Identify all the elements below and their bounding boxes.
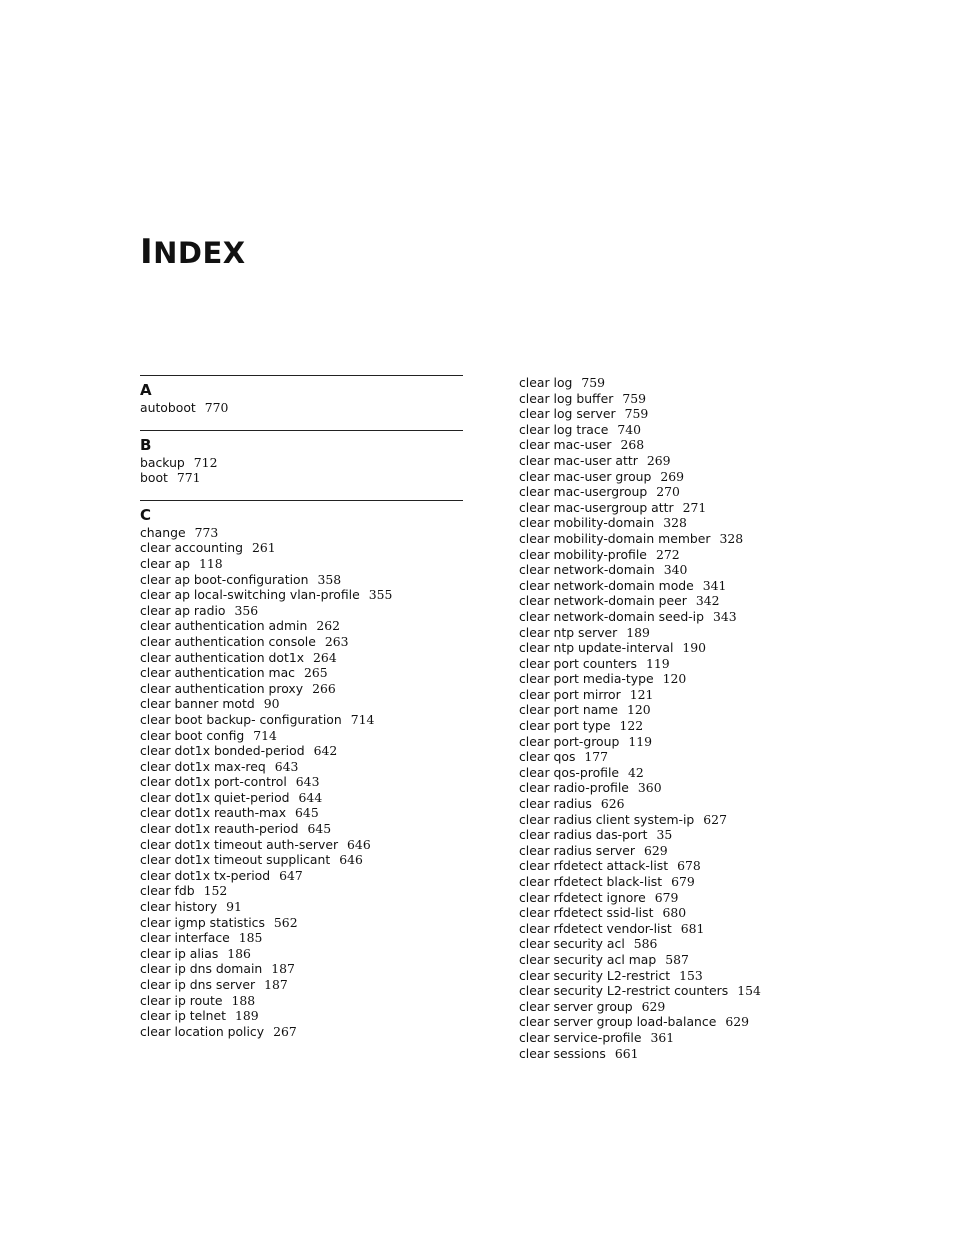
index-page-number: 646: [347, 836, 371, 852]
index-term: clear authentication admin: [140, 618, 308, 634]
index-page-number: 266: [312, 680, 336, 696]
index-page-number: 264: [313, 649, 337, 665]
index-entry: [140, 540, 463, 556]
index-term: clear radius: [519, 796, 592, 812]
index-term: clear ip dns server: [140, 977, 256, 992]
index-term: clear dot1x reauth-max: [140, 805, 287, 821]
index-entry: [140, 837, 463, 853]
title-rest: NDEX: [153, 236, 246, 270]
index-page-number: 271: [682, 499, 707, 515]
index-entry: [519, 453, 849, 469]
index-entry: [140, 961, 463, 977]
index-entry: [140, 634, 463, 650]
index-entry: [140, 759, 463, 775]
index-term: clear dot1x tx-period: [140, 867, 271, 883]
index-page-number: 267: [273, 1023, 297, 1039]
index-page-number: 120: [626, 702, 651, 718]
index-page-number: 712: [193, 454, 218, 470]
index-entry: [140, 728, 463, 744]
index-page-number: 770: [204, 400, 229, 415]
index-term: clear ip dns domain: [140, 961, 263, 977]
index-entry: [140, 946, 463, 962]
index-entry: [519, 515, 849, 531]
index-term: clear radius das-port: [519, 827, 648, 843]
index-entry: [140, 1024, 463, 1040]
index-entry: [519, 999, 849, 1015]
index-page-number: 268: [620, 437, 645, 453]
index-page-number: 121: [629, 686, 654, 702]
index-entry: [140, 1008, 463, 1024]
index-page-number: 562: [273, 914, 298, 930]
index-page-number: 119: [645, 655, 670, 671]
index-term: clear port mirror: [519, 686, 621, 702]
index-page-number: 120: [662, 671, 687, 687]
index-entry: [140, 915, 463, 931]
index-entry: [140, 572, 463, 588]
index-page-number: 643: [274, 758, 299, 774]
index-term: clear ntp server: [519, 624, 618, 640]
index-entry: [519, 625, 849, 641]
index-entry: [519, 609, 849, 625]
index-section: [140, 430, 463, 486]
index-page-number: 714: [350, 711, 375, 727]
section-letter: B: [140, 435, 152, 454]
index-entry: [519, 500, 849, 516]
index-page-number: 90: [263, 696, 280, 712]
index-term: clear security L2-restrict: [519, 967, 671, 983]
index-entry: [140, 852, 463, 868]
index-entry: [140, 556, 463, 572]
index-entry: [140, 603, 463, 619]
index-page-number: 341: [702, 577, 727, 593]
index-page-number: 152: [203, 883, 228, 899]
index-term: clear ap: [140, 555, 190, 571]
index-term: clear radio-profile: [519, 780, 629, 796]
index-term: clear dot1x bonded-period: [140, 743, 305, 759]
index-term: clear log trace: [519, 421, 609, 437]
index-term: backup: [140, 454, 185, 470]
index-term: clear mac-usergroup attr: [519, 499, 674, 515]
index-entry: [519, 469, 849, 485]
index-entry: [519, 671, 849, 687]
index-page-number: 358: [317, 571, 342, 587]
index-entry: [519, 593, 849, 609]
index-page-number: 642: [313, 743, 338, 759]
index-entry: [140, 712, 463, 728]
index-page-number: 661: [614, 1045, 639, 1061]
index-entry: [519, 718, 849, 734]
index-term: clear dot1x port-control: [140, 774, 287, 790]
index-page-number: 645: [307, 821, 332, 837]
index-entry: [140, 665, 463, 681]
index-term: clear mac-user: [519, 437, 612, 453]
index-term: clear authentication console: [140, 633, 316, 649]
index-term: boot: [140, 470, 168, 486]
index-page-number: 270: [656, 484, 680, 500]
index-term: clear boot backup- configuration: [140, 711, 342, 727]
index-left-column: [140, 375, 463, 1053]
index-term: clear ap local-switching vlan-profile: [140, 587, 360, 603]
index-page-number: 360: [637, 780, 662, 796]
index-term: clear authentication dot1x: [140, 649, 305, 665]
index-term: clear mac-user group: [519, 468, 652, 484]
index-page-number: 118: [198, 555, 223, 571]
index-page-number: 265: [304, 665, 328, 681]
index-entry: [519, 656, 849, 672]
index-page-number: 189: [235, 1008, 259, 1024]
index-page-number: 678: [677, 858, 701, 874]
index-page-number: 272: [655, 546, 680, 562]
section-letter: A: [140, 381, 152, 399]
index-term: clear log buffer: [519, 390, 614, 406]
index-term: clear mac-user attr: [519, 452, 638, 468]
index-entry: [140, 977, 463, 993]
index-term: clear qos: [519, 749, 576, 765]
index-term: clear ap boot-configuration: [140, 571, 309, 587]
index-page-number: 356: [234, 602, 259, 618]
index-entry: [140, 774, 463, 790]
index-entry: [140, 681, 463, 697]
index-page-number: 342: [695, 593, 720, 609]
index-entry: [519, 890, 849, 906]
index-entry: [519, 952, 849, 968]
index-entry: [519, 858, 849, 874]
index-term: clear security acl map: [519, 951, 657, 967]
page-title: [140, 232, 246, 273]
index-entry: [519, 375, 849, 391]
index-term: clear rfdetect ssid-list: [519, 905, 654, 921]
index-page-number: 647: [279, 867, 303, 883]
index-entry: [519, 796, 849, 812]
index-term: clear ap radio: [140, 602, 226, 618]
index-term: clear port type: [519, 718, 611, 734]
index-page-number: 185: [238, 930, 263, 946]
index-term: clear location policy: [140, 1023, 265, 1039]
index-page-number: 587: [665, 951, 689, 967]
index-term: clear network-domain mode: [519, 577, 694, 593]
index-page-number: 679: [671, 874, 695, 889]
index-entry: [519, 1030, 849, 1046]
index-term: autoboot: [140, 400, 196, 415]
index-entry: [140, 455, 463, 471]
index-term: clear ip route: [140, 992, 223, 1008]
index-term: clear authentication proxy: [140, 680, 304, 696]
index-term: clear interface: [140, 930, 230, 946]
index-page-number: 740: [617, 421, 641, 437]
index-entry: [519, 734, 849, 750]
index-entry: [519, 968, 849, 984]
index-term: clear security L2-restrict counters: [519, 983, 729, 999]
index-term: clear ip telnet: [140, 1008, 227, 1024]
index-page-number: 261: [252, 540, 276, 556]
index-page-number: 680: [662, 905, 687, 921]
index-right-column: [519, 375, 849, 1061]
index-entry: [140, 743, 463, 759]
index-page-number: 177: [584, 749, 609, 765]
index-entry: [519, 749, 849, 765]
index-section: [140, 500, 463, 1040]
index-page-number: 629: [725, 1014, 749, 1030]
index-page-number: 771: [176, 470, 201, 486]
index-entry: [519, 983, 849, 999]
index-term: clear mobility-profile: [519, 546, 647, 562]
index-entry: [519, 765, 849, 781]
index-entry: [519, 827, 849, 843]
index-page-number: 643: [295, 774, 320, 790]
index-page-number: 42: [628, 764, 644, 780]
index-term: clear port counters: [519, 655, 637, 671]
index-entry: [519, 936, 849, 952]
index-entry: [140, 696, 463, 712]
index-term: clear port name: [519, 702, 618, 718]
index-entry: [519, 391, 849, 407]
title-initial: I: [140, 232, 154, 272]
index-entry: [140, 899, 463, 915]
index-entry: [519, 640, 849, 656]
index-term: clear authentication mac: [140, 665, 295, 681]
index-entry: [519, 905, 849, 921]
index-entry: [519, 422, 849, 438]
index-term: clear boot config: [140, 727, 245, 743]
index-page-number: 262: [316, 618, 340, 634]
index-term: clear dot1x max-req: [140, 758, 266, 774]
section-letter: C: [140, 505, 152, 524]
index-page-number: 122: [619, 718, 644, 734]
index-page-number: 186: [227, 945, 251, 961]
index-entry: [140, 883, 463, 899]
index-entry: [519, 921, 849, 937]
index-term: clear qos-profile: [519, 764, 620, 780]
index-page-number: 629: [643, 842, 668, 858]
index-page-number: 187: [271, 961, 295, 977]
index-entry: [519, 578, 849, 594]
index-entry: [140, 821, 463, 837]
index-page-number: 679: [654, 889, 679, 905]
index-page-number: 645: [295, 805, 319, 821]
index-term: clear mac-usergroup: [519, 484, 648, 500]
index-page-number: 626: [600, 796, 625, 812]
index-term: clear ip alias: [140, 945, 219, 961]
index-term: clear service-profile: [519, 1029, 642, 1045]
index-entry: [519, 687, 849, 703]
index-page-number: 586: [633, 936, 658, 952]
index-term: clear radius client system-ip: [519, 811, 695, 827]
index-term: clear network-domain: [519, 562, 655, 578]
index-page-number: 269: [646, 452, 671, 468]
index-term: clear dot1x timeout auth-server: [140, 836, 339, 852]
index-entry: [140, 400, 463, 416]
index-page-number: 35: [656, 827, 673, 843]
index-entry: [519, 1014, 849, 1030]
index-page-number: 759: [622, 390, 646, 406]
index-entry: [519, 874, 849, 890]
index-term: clear rfdetect vendor-list: [519, 920, 672, 936]
index-page-number: 629: [641, 998, 666, 1014]
index-term: clear accounting: [140, 540, 244, 556]
index-page-number: 773: [194, 524, 219, 540]
index-entry: [140, 993, 463, 1009]
index-page-number: 188: [231, 992, 256, 1008]
index-entry: [140, 525, 463, 541]
index-page-number: 328: [663, 515, 687, 531]
index-page-number: 340: [663, 562, 688, 578]
index-page-number: 644: [298, 789, 323, 805]
index-entry: [140, 805, 463, 821]
index-entry: [519, 547, 849, 563]
index-term: clear history: [140, 899, 218, 915]
index-entry: [519, 531, 849, 547]
index-entry: [140, 618, 463, 634]
index-term: clear banner motd: [140, 696, 255, 712]
index-page-number: 269: [660, 468, 685, 484]
index-entry: [519, 484, 849, 500]
index-entry: [519, 780, 849, 796]
index-term: clear dot1x quiet-period: [140, 789, 290, 805]
index-term: change: [140, 524, 186, 540]
index-page-number: 714: [253, 727, 277, 743]
index-section: [140, 375, 463, 416]
index-term: clear network-domain peer: [519, 593, 687, 609]
index-page-number: 759: [624, 406, 649, 422]
index-page-number: 190: [682, 640, 707, 656]
index-page-number: 627: [703, 811, 727, 827]
index-term: clear dot1x reauth-period: [140, 821, 299, 837]
index-term: clear log server: [519, 406, 616, 422]
index-entry: [140, 790, 463, 806]
index-entry: [140, 587, 463, 603]
index-term: clear rfdetect ignore: [519, 889, 646, 905]
index-entry: [140, 930, 463, 946]
index-page-number: 187: [264, 977, 288, 992]
index-entry: [140, 470, 463, 486]
index-page-number: 361: [650, 1029, 675, 1045]
index-term: clear igmp statistics: [140, 914, 265, 930]
index-term: clear dot1x timeout supplicant: [140, 852, 331, 868]
index-term: clear server group: [519, 998, 633, 1014]
index-entry: [519, 406, 849, 422]
index-entry: [519, 812, 849, 828]
index-term: clear server group load-balance: [519, 1014, 717, 1030]
index-term: clear mobility-domain: [519, 515, 655, 531]
index-entry: [519, 702, 849, 718]
index-entry: [519, 437, 849, 453]
index-page-number: 328: [719, 530, 744, 546]
index-entry: [519, 843, 849, 859]
index-page-number: 263: [324, 633, 349, 649]
index-term: clear security acl: [519, 936, 625, 952]
index-term: clear fdb: [140, 883, 195, 899]
index-page-number: 759: [581, 375, 606, 390]
index-page-number: 343: [712, 608, 737, 624]
index-page-number: 355: [368, 587, 393, 603]
index-term: clear radius server: [519, 842, 635, 858]
index-page-number: 153: [679, 967, 703, 983]
index-page-number: 681: [680, 920, 705, 936]
index-entry: [519, 562, 849, 578]
index-term: clear mobility-domain member: [519, 530, 711, 546]
index-term: clear port-group: [519, 733, 620, 749]
index-page-number: 119: [628, 733, 653, 749]
index-page-number: 91: [226, 899, 242, 915]
index-term: clear port media-type: [519, 671, 654, 687]
index-term: clear ntp update-interval: [519, 640, 674, 656]
index-entry: [140, 650, 463, 666]
index-entry: [140, 868, 463, 884]
index-term: clear network-domain seed-ip: [519, 608, 704, 624]
index-term: clear rfdetect attack-list: [519, 858, 669, 874]
index-page-number: 154: [737, 983, 761, 999]
index-term: clear log: [519, 375, 573, 390]
index-page-number: 189: [626, 624, 650, 640]
index-term: clear rfdetect black-list: [519, 874, 663, 889]
index-entry: [519, 1046, 849, 1062]
index-term: clear sessions: [519, 1045, 606, 1061]
index-page-number: 646: [339, 852, 363, 868]
